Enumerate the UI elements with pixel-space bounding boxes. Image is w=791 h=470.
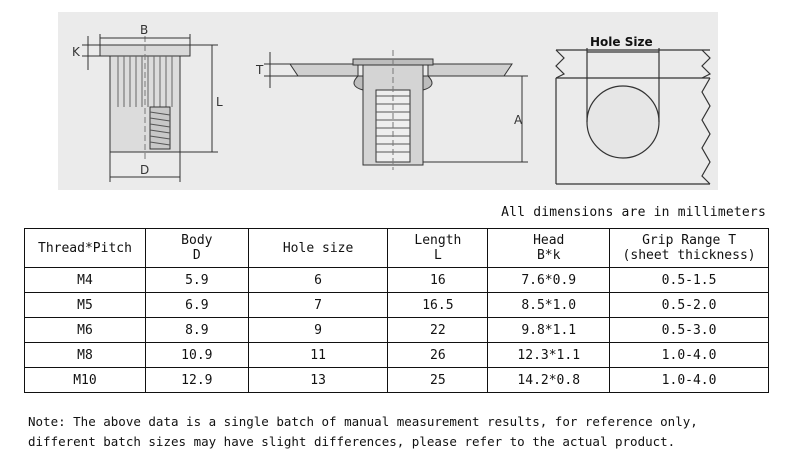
table-cell: M10 [25, 368, 146, 393]
header-hole-size [248, 229, 388, 268]
table-cell: M5 [25, 293, 146, 318]
header-line: Head [533, 233, 565, 248]
disclaimer-note: Note: The above data is a single batch of manual measurement results, for reference only, different batch sizes may have slight differences, please refer to the actual product. [28, 414, 698, 449]
header-subline: L [433, 248, 442, 263]
table-cell: 11 [248, 343, 388, 368]
table-cell: 13 [248, 368, 388, 393]
header-length [388, 229, 488, 268]
hole-size-view [556, 48, 710, 184]
table-cell: 5.9 [145, 268, 248, 293]
header-line: Body [181, 233, 213, 248]
table-cell: 9.8*1.1 [488, 318, 610, 343]
table-cell: 1.0-4.0 [610, 368, 769, 393]
table-cell: 8.9 [145, 318, 248, 343]
table-cell: 8.5*1.0 [488, 293, 610, 318]
table-cell: M4 [25, 268, 146, 293]
table-cell: 25 [388, 368, 488, 393]
dim-label-a: A [514, 113, 523, 127]
table-cell: 16.5 [388, 293, 488, 318]
header-body [145, 229, 248, 268]
table-cell: 12.9 [145, 368, 248, 393]
table-cell: 6 [248, 268, 388, 293]
table-cell: 7 [248, 293, 388, 318]
table-cell: M6 [25, 318, 146, 343]
table-cell: 10.9 [145, 343, 248, 368]
table-cell: 26 [388, 343, 488, 368]
header-subline: B*k [536, 248, 561, 263]
table-cell: 0.5-2.0 [610, 293, 769, 318]
dim-label-k: K [72, 45, 80, 59]
table-cell: 0.5-3.0 [610, 318, 769, 343]
header-line: Grip Range T [642, 233, 737, 248]
dim-label-d: D [140, 163, 150, 177]
table-cell: M8 [25, 343, 146, 368]
header-line: Hole size [282, 240, 354, 256]
table-cell: 12.3*1.1 [488, 343, 610, 368]
table-cell: 0.5-1.5 [610, 268, 769, 293]
table-cell: 7.6*0.9 [488, 268, 610, 293]
table-row [25, 343, 769, 368]
table-cell: 6.9 [145, 293, 248, 318]
header-line: Length [414, 233, 462, 248]
table-cell: 9 [248, 318, 388, 343]
header-line: Thread*Pitch [38, 240, 132, 256]
header-thread-pitch [25, 229, 146, 268]
header-subline: D [192, 248, 201, 263]
rivet-nut-side-view [82, 34, 218, 182]
table-row [25, 293, 769, 318]
rivet-nut-drawings [58, 12, 718, 190]
table-row [25, 318, 769, 343]
table-cell: 14.2*0.8 [488, 368, 610, 393]
hole-size-label: Hole Size [590, 35, 653, 49]
table-row [25, 368, 769, 393]
table-row [25, 268, 769, 293]
dim-label-t: T [256, 63, 264, 77]
table-cell: 22 [388, 318, 488, 343]
header-head [488, 229, 610, 268]
table-cell: 1.0-4.0 [610, 343, 769, 368]
dim-label-b: B [140, 23, 149, 37]
dim-label-l: L [216, 95, 223, 109]
table-cell: 16 [388, 268, 488, 293]
rivet-nut-installed-section [264, 50, 528, 170]
table-header-row [25, 229, 769, 268]
header-grip-range [610, 229, 769, 268]
spec-table [24, 228, 769, 393]
header-subline: (sheet thickness) [622, 248, 756, 263]
technical-diagram-panel [58, 12, 718, 190]
units-note: All dimensions are in millimeters [501, 205, 766, 220]
